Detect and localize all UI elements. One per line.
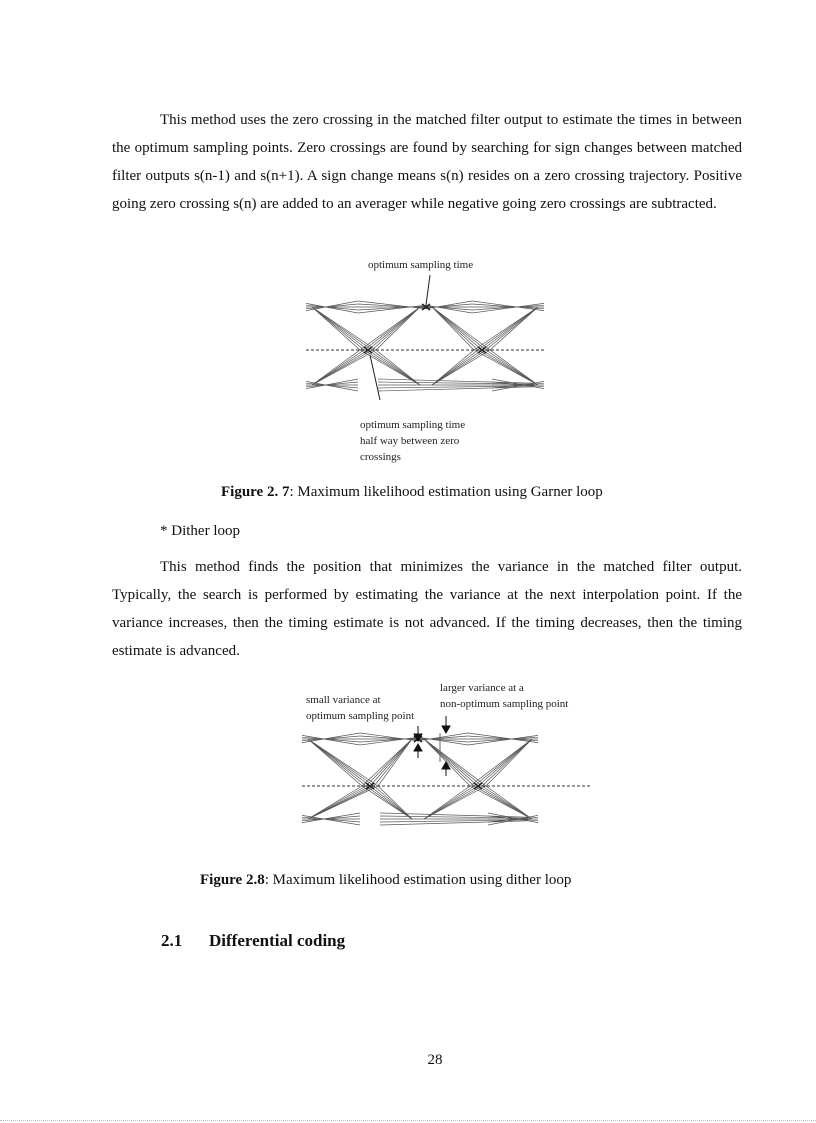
eye-diagram-2 [296, 678, 596, 850]
eye-trace-segment [432, 307, 482, 350]
caption-label: Figure 2. 7 [221, 484, 290, 500]
eye-trace-segment [432, 307, 474, 350]
eye-trace-segment [432, 350, 478, 385]
label-larger-variance-2: non-optimum sampling point [440, 698, 569, 710]
eye-trace-segment [372, 307, 420, 350]
page-number: 28 [427, 1052, 443, 1068]
figure-garner-eye-diagram [300, 255, 550, 465]
eye-trace-segment [424, 739, 474, 786]
eye-trace-segment [376, 307, 420, 350]
eye-trace-segment [312, 307, 360, 350]
eye-traces [306, 301, 544, 391]
caption-text: : Maximum likelihood estimation using dither loop [264, 872, 572, 888]
eye-trace-segment [374, 739, 412, 786]
eye-trace-segment [362, 739, 412, 786]
bullet-dither-loop: * Dither loop [160, 523, 240, 539]
eye-trace-segment [368, 307, 420, 350]
caption-label: Figure 2.8 [200, 872, 265, 888]
label-optimum-sampling-time: optimum sampling time [368, 259, 474, 271]
eye-trace-segment [366, 739, 412, 786]
figure-caption-2-8 [200, 870, 571, 890]
eye-trace-segment [360, 307, 420, 350]
eye-trace-segment [432, 307, 478, 350]
label-small-variance-2: optimum sampling point [306, 710, 415, 722]
eye-trace-segment [482, 739, 532, 786]
larger-variance-arrows [440, 716, 450, 776]
eye-trace-segment [312, 350, 364, 385]
eye-trace-segment [432, 307, 490, 350]
eye-trace-segment [370, 739, 412, 786]
figure-caption-2-7 [221, 482, 603, 502]
eye-trace-segment [378, 739, 412, 786]
eye-trace-segment [312, 307, 376, 350]
eye-trace-segment [308, 739, 362, 786]
eye-trace-segment [478, 739, 532, 786]
section-heading [161, 930, 345, 952]
page-border-dotted [0, 1120, 816, 1121]
eye-trace-segment [374, 786, 412, 819]
label-larger-variance-1: larger variance at a [440, 682, 524, 694]
eye-trace-segment [370, 786, 412, 819]
eye-trace-segment [424, 786, 470, 819]
eye-trace-segment [424, 739, 470, 786]
paragraph-garner-description: This method uses the zero crossing in the matched filter output to estimate the times in between the optimum sampling points. Zero crossings are found by searching for sign changes between matched filter outputs s(n-1) and s(n+1). A sign change means s(n) resides on a zero crossing trajectory. Positive going zero crossing s(n) are added to an averager while negative going zero crossings are subtracted. [112, 112, 742, 212]
label-half-way-2: half way between zero [360, 435, 460, 447]
label-half-way-3: crossings [360, 451, 401, 463]
eye-diagram-1 [300, 255, 550, 465]
eye-trace-segment [424, 739, 482, 786]
paragraph-dither-description: This method finds the position that minimizes the variance in the matched filter output. Typically, the search is performed by estimating the variance at the next interpolation point. If the variance increases, then the timing estimate is not advanced. If the timing decreases, then the timing estimate is advanced. [112, 559, 742, 659]
eye-trace-segment [312, 307, 364, 350]
eye-trace-segment [490, 307, 538, 350]
eye-trace-segment [486, 307, 538, 350]
caption-text: : Maximum likelihood estimation using Garner loop [289, 484, 603, 500]
eye-trace-segment [424, 739, 486, 786]
eye-trace-segment [432, 350, 482, 385]
eye-trace-segment [470, 739, 532, 786]
eye-trace-segment [366, 786, 412, 819]
eye-trace-segment [432, 307, 486, 350]
section-number: 2.1 [161, 931, 183, 950]
eye-trace-segment [486, 739, 532, 786]
pointer-line-top [426, 275, 430, 305]
pointer-line-bottom [370, 355, 380, 400]
figure-dither-eye-diagram [296, 678, 596, 850]
label-small-variance-1: small variance at [306, 694, 381, 706]
eye-trace-segment [474, 739, 532, 786]
eye-trace-segment [432, 350, 474, 385]
section-title: Differential coding [209, 931, 346, 950]
eye-trace-segment [474, 307, 538, 350]
eye-trace-segment [378, 786, 412, 819]
label-half-way-1: optimum sampling time [360, 419, 466, 431]
eye-trace-segment [308, 739, 366, 786]
eye-trace-segment [486, 350, 538, 385]
eye-trace-segment [308, 739, 378, 786]
eye-trace-segment [424, 739, 478, 786]
